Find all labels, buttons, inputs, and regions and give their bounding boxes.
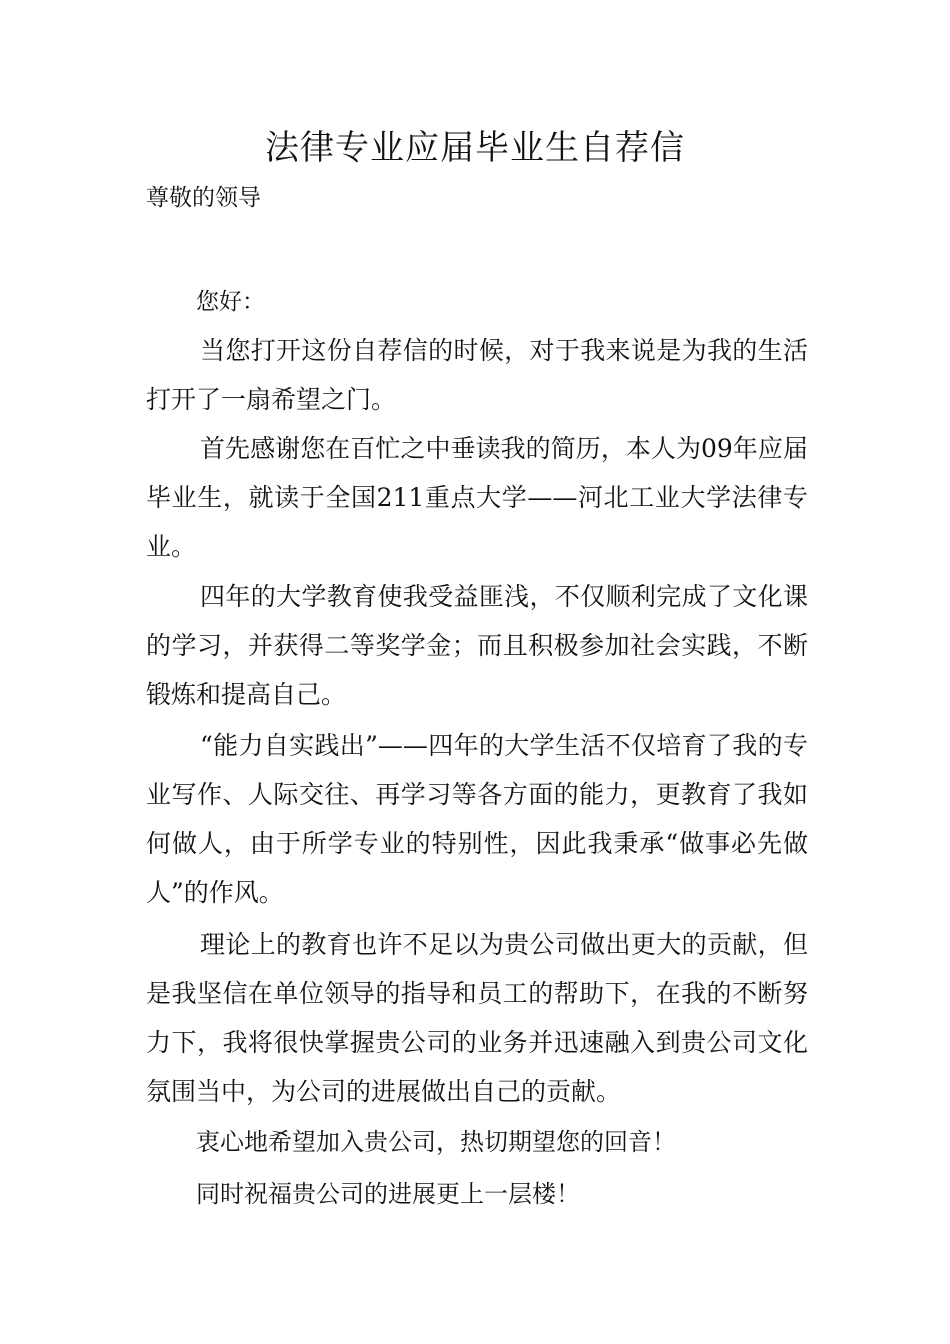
paragraph-1: 当您打开这份自荐信的时候，对于我来说是为我的生活打开了一扇希望之门。 [146,336,808,414]
closing-line-1: 衷心地希望加入贵公司，热切期望您的回音！ [196,1128,676,1156]
paragraph-4: “能力自实践出”——四年的大学生活不仅培育了我的专业写作、人际交往、再学习等各方面的能力，更教育了我如何做人，由于所学专业的特别性，因此我秉承“做事必先做人”的作风。 [146,731,808,907]
paragraph-3: 四年的大学教育使我受益匪浅，不仅顺利完成了文化课的学习，并获得二等奖学金；而且积极参加社会实践，不断锻炼和提高自己。 [146,582,808,709]
greeting: 您好： [196,289,265,315]
salutation: 尊敬的领导 [146,185,261,211]
closing-line-2: 同时祝福贵公司的进展更上一层楼！ [196,1180,580,1208]
paragraph-5: 理论上的教育也许不足以为贵公司做出更大的贡献，但是我坚信在单位领导的指导和员工的帮助下，在我的不断努力下，我将很快掌握贵公司的业务并迅速融入到贵公司文化氛围当中，为公司的进展做出自己的贡献。 [146,930,808,1106]
paragraph-2: 首先感谢您在百忙之中垂读我的简历，本人为09年应届毕业生，就读于全国211重点大学——河北工业大学法律专业。 [146,434,808,561]
document-title: 法律专业应届毕业生自荐信 [265,128,685,168]
